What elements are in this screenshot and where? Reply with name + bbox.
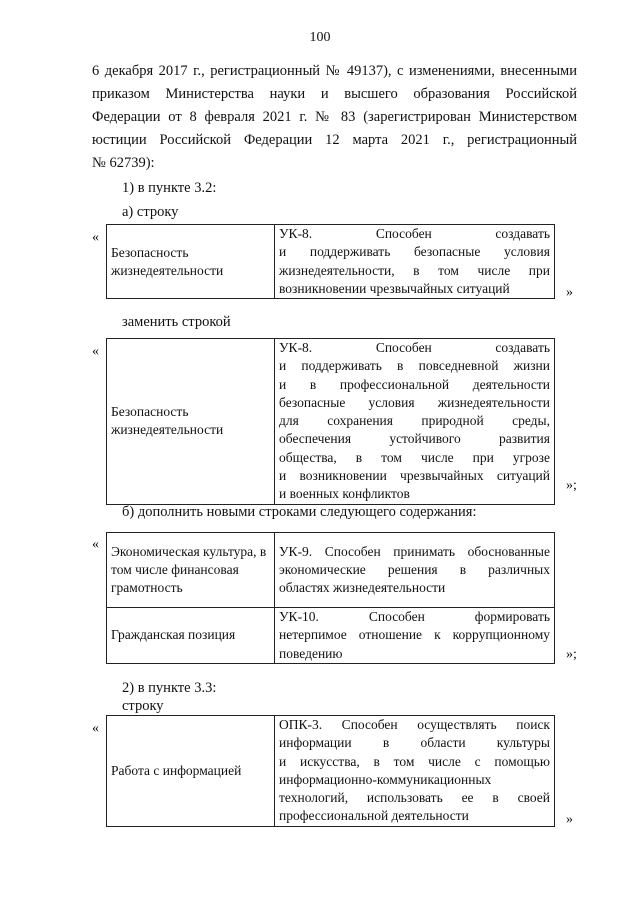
desc-line: поведению [279, 645, 343, 661]
desc-line: общества, в том числе при угрозе [279, 449, 550, 465]
desc-line: УК-10. Способен формировать [279, 609, 550, 624]
intro-line: приказом Министерства науки и высшего образования Российской [92, 86, 577, 102]
item-1a: а) строку [122, 204, 179, 220]
discipline-name: Безопасность жизнедеятельности [107, 339, 275, 505]
desc-line: технологий, использовать ее в своей [279, 790, 550, 806]
desc-line: и искусства, в том числе с помощью [279, 753, 550, 769]
desc-line: для сохранения природной среды, [279, 413, 550, 429]
discipline-name: Экономическая культура, в том числе финансовая грамотность [107, 533, 275, 608]
desc-line: и в профессиональной деятельности [279, 376, 550, 392]
desc-line: УК-8. Способен создавать [279, 340, 550, 355]
open-quote: « [92, 721, 99, 736]
table-row [107, 608, 555, 664]
open-quote: « [92, 230, 99, 245]
desc-line: информации в области культуры [279, 735, 550, 751]
close-quote: » [566, 812, 573, 827]
competence-description [275, 225, 555, 299]
desc-line: УК-9. Способен принимать обоснованные [279, 543, 550, 559]
desc-line: УК-8. Способен создавать [279, 226, 550, 241]
close-quote-semicolon: »; [566, 647, 577, 662]
desc-line: и возникновении чрезвычайных ситуаций [279, 468, 550, 484]
discipline-name: Безопасность жизнедеятельности [107, 225, 275, 299]
intro-line: 6 декабря 2017 г., регистрационный № 49137), с изменениями, внесенными [92, 63, 577, 79]
table-row-old-uk8 [106, 224, 555, 299]
desc-line: и военных конфликтов [279, 486, 410, 502]
item-2-sub: строку [122, 698, 164, 714]
item-1: 1) в пункте 3.2: [122, 180, 217, 196]
intro-line: юстиции Российской Федерации 12 марта 2021 г., регистрационный [92, 132, 577, 148]
table-row [107, 533, 555, 608]
desc-line: экономические решения в различных [279, 561, 550, 577]
table-row-new-uk8 [106, 338, 555, 505]
desc-line: возникновении чрезвычайных ситуаций [279, 280, 510, 296]
desc-line: областях жизнедеятельности [279, 580, 446, 596]
close-quote: » [566, 285, 573, 300]
desc-line: и поддерживать безопасные условия [279, 244, 550, 260]
competence-description [275, 716, 555, 827]
desc-line: обеспечения устойчивого развития [279, 431, 550, 447]
desc-line: информационно-коммуникационных [279, 771, 492, 787]
desc-line: профессиональной деятельности [279, 808, 469, 824]
open-quote: « [92, 344, 99, 359]
desc-line: жизнедеятельности, в том числе при [279, 262, 550, 278]
replace-label: заменить строкой [122, 314, 231, 330]
desc-line: и поддерживать в повседневной жизни [279, 358, 550, 374]
desc-line: безопасные условия жизнедеятельности [279, 394, 550, 410]
item-2: 2) в пункте 3.3: [122, 680, 217, 696]
table-new-rows [106, 532, 555, 664]
discipline-name: Гражданская позиция [107, 608, 275, 664]
close-quote-semicolon: »; [566, 478, 577, 493]
desc-line: ОПК-3. Способен осуществлять поиск [279, 717, 550, 732]
open-quote: « [92, 537, 99, 552]
competence-description [275, 608, 555, 664]
intro-line: Федерации от 8 февраля 2021 г. № 83 (зарегистрирован Министерством [92, 109, 577, 125]
item-1b: б) дополнить новыми строками следующего содержания: [122, 504, 477, 520]
page-number: 100 [309, 30, 331, 45]
desc-line: нетерпимое отношение к коррупционному [279, 627, 550, 643]
intro-line: № 62739): [92, 155, 155, 171]
table-row-opk3 [106, 715, 555, 827]
competence-description [275, 339, 555, 505]
competence-description [275, 533, 555, 608]
discipline-name: Работа с информацией [107, 716, 275, 827]
intro-paragraph [92, 60, 577, 175]
